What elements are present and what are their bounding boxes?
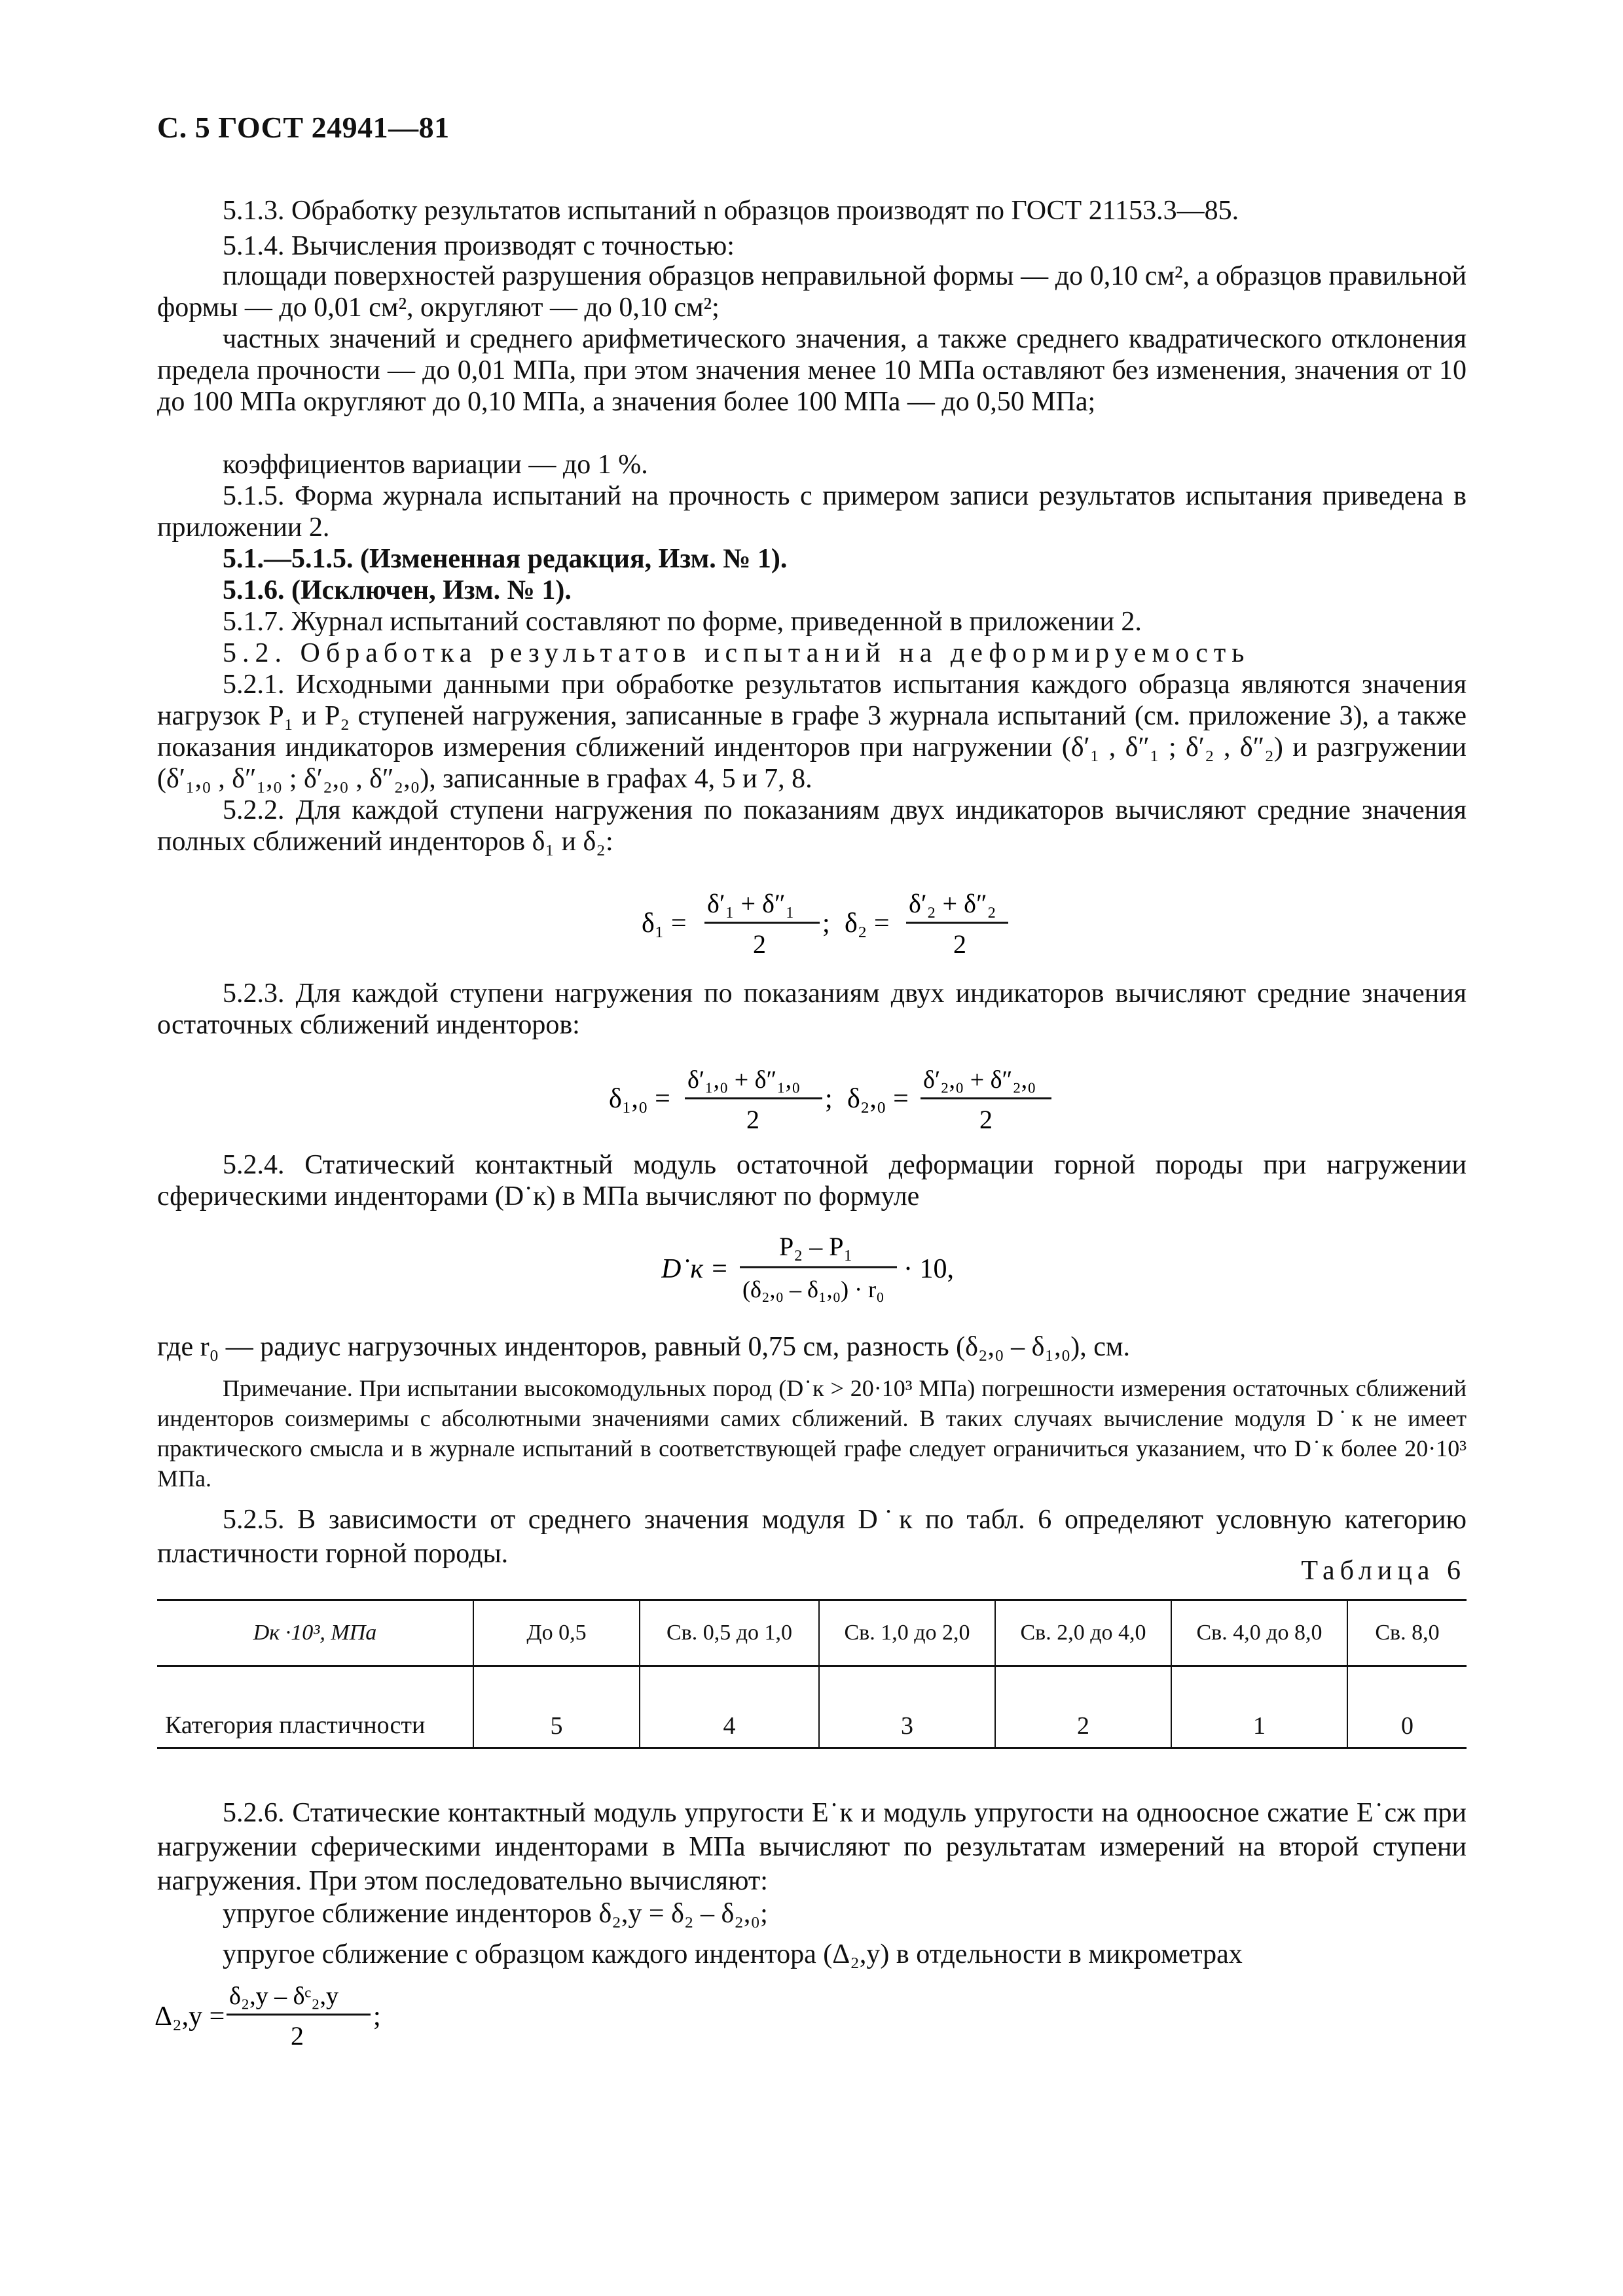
table-header-cell: Св. 4,0 до 8,0	[1171, 1600, 1347, 1666]
paragraph-amendment: 5.1.—5.1.5. (Измененная редакция, Изм. № 1).	[223, 544, 788, 574]
paragraph-5-1-3: 5.1.3. Обработку результатов испытаний n образцов производят по ГОСТ 21153.3—85.	[223, 196, 1239, 226]
paragraph-5-1-5: 5.1.5. Форма журнала испытаний на прочность с примером записи результатов испытания приведена в приложении 2.	[157, 481, 1467, 543]
table-header-cell: До 0,5	[473, 1600, 640, 1666]
formula2-lhs2: δ₂,₀ =	[847, 1084, 909, 1114]
formula-delta-residual	[609, 1052, 1054, 1144]
paragraph-5-2-3: 5.2.3. Для каждой ступени нагружения по показаниям двух индикаторов вычисляют средние значения остаточных сближений инденторов:	[157, 978, 1467, 1040]
paragraph-5-1-7: 5.1.7. Журнал испытаний составляют по форме, приведенной в приложении 2.	[223, 607, 1142, 637]
table-header-cell: Св. 2,0 до 4,0	[995, 1600, 1171, 1666]
formula3-den: (δ₂,₀ – δ₁,₀) · r₀	[742, 1276, 884, 1302]
formula1-num2: δ′₂ + δ″₂	[909, 889, 996, 918]
paragraph-5-1-6: 5.1.6. (Исключен, Изм. № 1).	[223, 575, 572, 605]
formula4-lhs: Δ₂,у =	[155, 2001, 225, 2032]
paragraph-elastic-indentor: упругое сближение с образцом каждого индентора (Δ₂,у) в отдельности в микрометрах	[223, 1939, 1243, 1969]
formula3-tail: · 10,	[903, 1254, 954, 1284]
table-header-row	[157, 1600, 1467, 1666]
table-header-cell: Св. 8,0	[1347, 1600, 1467, 1666]
formula1-sep: ;	[822, 908, 830, 939]
formula2-num2: δ′₂,₀ + δ″₂,₀	[923, 1066, 1036, 1094]
formula2-den2: 2	[979, 1105, 993, 1134]
table-title: Таблица 6	[1301, 1556, 1466, 1586]
table-cell: 0	[1347, 1666, 1467, 1748]
formula1-lhs1: δ₁ =	[642, 908, 687, 939]
formula3-lhs: D˙к =	[661, 1254, 729, 1284]
formula-delta-full	[642, 877, 1008, 969]
paragraph-radius: где r₀ — радиус нагрузочных инденторов, равный 0,75 см, разность (δ₂,₀ – δ₁,₀), см.	[157, 1332, 1130, 1362]
paragraph-5-2-5: 5.2.5. В зависимости от среднего значения модуля D˙к по табл. 6 определяют условную категорию пластичности горной породы.	[157, 1505, 1467, 1569]
table-cell: 1	[1171, 1666, 1347, 1748]
table-cell: 2	[995, 1666, 1171, 1748]
formula1-den1: 2	[753, 929, 766, 959]
paragraph-5-1-4: 5.1.4. Вычисления производят с точностью:	[223, 231, 735, 261]
formula2-num1: δ′₁,₀ + δ″₁,₀	[687, 1066, 801, 1094]
formula1-den2: 2	[953, 929, 966, 959]
table-header-cell: Св. 0,5 до 1,0	[640, 1600, 819, 1666]
formula4-num: δ₂,у – δᶜ₂,у	[229, 1982, 339, 2010]
paragraph-5-2-6: 5.2.6. Статические контактный модуль упругости E˙к и модуль упругости на одноосное сжатие E˙сж при нагружении сферическими инденторами в МПа вычисляют по результатам измерений на второй ступени нагружения. При этом последовательно вычисляют:	[157, 1798, 1467, 1896]
paragraph-5-2-1: 5.2.1. Исходными данными при обработке результатов испытания каждого образца являются значения нагрузок P₁ и P₂ ступеней нагружения, записанные в графе 3 журнала испытаний (см. приложение 3), а также показания индикаторов измерения сближений инденторов при нагружении (δ′₁ , δ″₁ ; δ′₂ , δ″₂) и разгружении (δ′₁,₀ , δ″₁,₀ ; δ′₂,₀ , δ″₂,₀), записанные в графах 4, 5 и 7, 8.	[157, 670, 1467, 794]
paragraph-5-1-4-area: площади поверхностей разрушения образцов неправильной формы — до 0,10 см², а образцов правильной формы — до 0,01 см², округляют — до 0,10 см²;	[157, 261, 1467, 323]
formula-dk	[661, 1223, 1028, 1321]
paragraph-5-1-4-values: частных значений и среднего арифметического значения, а также среднего квадратического отклонения предела прочности — до 0,01 МПа, при этом значения менее 10 МПа оставляют без изменения, значения от 10 до 100 МПа округляют до 0,10 МПа, а значения более 100 МПа — до 0,50 МПа;	[157, 324, 1467, 417]
formula2-den1: 2	[746, 1105, 759, 1134]
table-header-cell: Dк ·10³, МПа	[157, 1600, 473, 1666]
table-row	[157, 1666, 1467, 1748]
table-cell: 3	[819, 1666, 995, 1748]
paragraph-5-1-4-variation: коэффициентов вариации — до 1 %.	[223, 450, 648, 480]
formula1-lhs2: δ₂ =	[845, 908, 890, 939]
note-paragraph: Примечание. При испытании высокомодульных пород (D˙к > 20·10³ МПа) погрешности измерения остаточных сближений инденторов соизмеримы с абсолютными значениями самих сближений. В таких случаях вычисление модуля D˙к не имеет практического смысла и в журнале испытаний в соответствующей графе следует ограничиться указанием, что D˙к более 20·10³ МПа.	[157, 1375, 1467, 1492]
formula-delta-elastic	[155, 1970, 429, 2062]
table-6	[157, 1599, 1467, 1749]
table-row-label: Категория пластичности	[165, 1712, 426, 1739]
paragraph-5-2-2: 5.2.2. Для каждой ступени нагружения по показаниям двух индикаторов вычисляют средние значения полных сближений инденторов δ₁ и δ₂:	[157, 795, 1467, 857]
page-header: С. 5 ГОСТ 24941—81	[157, 111, 450, 144]
paragraph-elastic-approach: упругое сближение инденторов δ₂,у = δ₂ – δ₂,₀;	[223, 1899, 768, 1929]
formula1-num1: δ′₁ + δ″₁	[707, 889, 795, 918]
formula2-lhs1: δ₁,₀ =	[609, 1084, 670, 1114]
formula4-den: 2	[291, 2021, 304, 2051]
table-cell: 4	[640, 1666, 819, 1748]
paragraph-5-2-4: 5.2.4. Статический контактный модуль остаточной деформации горной породы при нагружении сферическими инденторами (D˙к) в МПа вычисляют по формуле	[157, 1150, 1467, 1211]
table-header-cell: Св. 1,0 до 2,0	[819, 1600, 995, 1666]
section-5-2-heading: 5.2. Обработка результатов испытаний на деформируемость	[223, 638, 1250, 668]
formula2-sep: ;	[825, 1084, 833, 1114]
table-cell: 5	[473, 1666, 640, 1748]
formula4-end: ;	[373, 2001, 381, 2032]
formula3-num: P₂ – P₁	[779, 1232, 853, 1261]
